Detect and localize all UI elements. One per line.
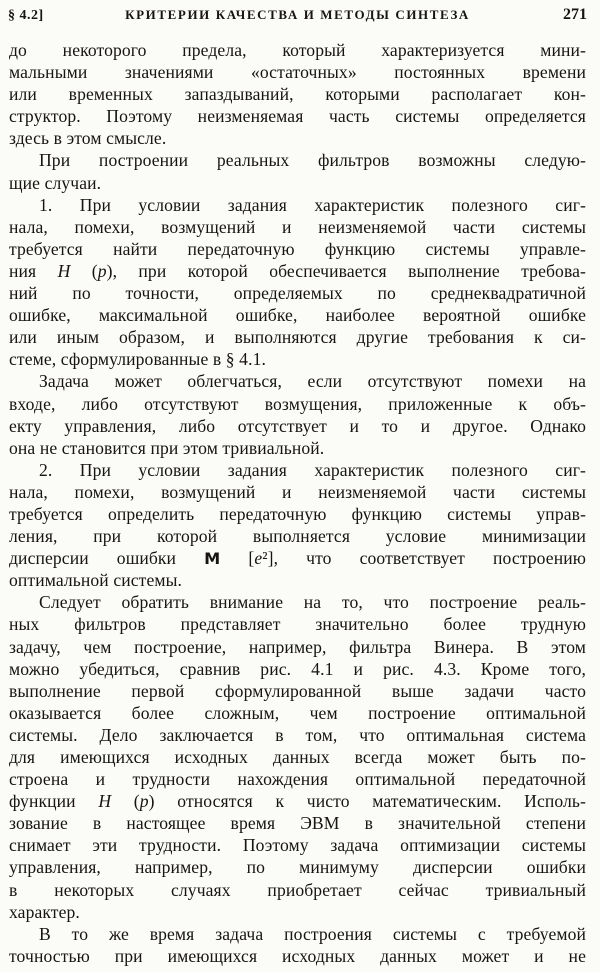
paragraph bbox=[9, 149, 586, 193]
text-line: снимает эти трудности. Поэтому задача оптимизации системы bbox=[9, 835, 586, 856]
text-line: структор. Поэтому неизменяемая часть системы определяется bbox=[9, 106, 586, 127]
text-line: В то же время задача построения системы с требуемой bbox=[39, 923, 586, 944]
text-line: для имеющихся исходных данных всегда может быть по- bbox=[9, 747, 586, 767]
text-line: стеме, сформулированные в § 4.1. bbox=[9, 349, 266, 370]
page-body bbox=[0, 39, 600, 967]
text-line: или временных запаздываний, которыми располагает кон- bbox=[9, 84, 586, 105]
running-head bbox=[0, 0, 600, 24]
text-line: задачу, чем построение, например, фильтра Винера. В этом bbox=[9, 636, 586, 657]
text-line: или иным образом, и выполняются другие требования к си- bbox=[9, 327, 586, 348]
text-line: нала, помехи, возмущений и неизменяемой части системы bbox=[9, 216, 586, 237]
text-line: 2. При условии задания характеристик полезного сиг- bbox=[39, 459, 586, 480]
paragraph bbox=[9, 194, 586, 371]
page-number: 271 bbox=[563, 6, 587, 23]
chapter-title: КРИТЕРИИ КАЧЕСТВА И МЕТОДЫ СИНТЕЗА bbox=[125, 7, 470, 22]
text-line: ных фильтров представляет значительно более трудную bbox=[9, 614, 586, 635]
text-line: нала, помехи, возмущений и неизменяемой части системы bbox=[9, 481, 586, 502]
paragraph bbox=[9, 39, 586, 149]
text-line: ошибке, максимальной ошибке, наиболее вероятной ошибке bbox=[9, 305, 586, 326]
text-line: точностью при имеющихся исходных данных может и не bbox=[9, 945, 586, 966]
text-line: При построении реальных фильтров возможны следую- bbox=[39, 150, 586, 171]
text-line: дисперсии ошибки M [e²], что соответствует построению bbox=[9, 548, 586, 569]
text-line: 1. При условии задания характеристик полезного сиг- bbox=[39, 194, 586, 215]
text-line: до некоторого предела, который характеризуется мини- bbox=[9, 40, 586, 60]
text-line: щие случаи. bbox=[9, 172, 102, 193]
text-line: функции H (p) относятся к чисто математическим. Исполь- bbox=[9, 791, 586, 812]
text-line: оказывается более сложным, чем построение оптимальной bbox=[9, 702, 586, 723]
text-line: в некоторых случаях приобретает сейчас тривиальный bbox=[9, 879, 586, 900]
text-line: екту управления, либо отсутствует и то и другое. Однако bbox=[9, 415, 586, 436]
text-line: Следует обратить внимание на то, что построение реаль- bbox=[39, 592, 586, 613]
text-line: она не становится при этом тривиальной. bbox=[9, 437, 325, 458]
text-line: зование в настоящее время ЭВМ в значительной степени bbox=[9, 813, 586, 834]
text-line: требуется найти передаточную функцию системы управле- bbox=[9, 238, 586, 259]
text-line: строена и трудности нахождения оптимальной передаточной bbox=[9, 769, 586, 790]
text-line: оптимальной системы. bbox=[9, 570, 183, 591]
text-line: ний по точности, определяемых по среднеквадратичной bbox=[9, 283, 586, 304]
text-line: ления, при которой выполняется условие минимизации bbox=[9, 526, 586, 547]
text-line: Задача может облегчаться, если отсутствуют помехи на bbox=[39, 371, 586, 392]
text-line: системы. Дело заключается в том, что оптимальная система bbox=[9, 724, 586, 745]
text-line: можно убедиться, сравнив рис. 4.1 и рис. 4.3. Кроме того, bbox=[9, 658, 586, 679]
text-line: управления, например, по минимуму дисперсии ошибки bbox=[9, 857, 586, 878]
paragraph bbox=[9, 370, 586, 458]
text-line: выполнение первой сформулированной выше задачи часто bbox=[9, 680, 586, 701]
paragraph bbox=[9, 591, 586, 922]
text-line: мальными значениями «остаточных» постоянных времени bbox=[9, 62, 586, 83]
text-line: ния H (p), при которой обеспечивается выполнение требова- bbox=[9, 260, 586, 281]
text-line: требуется определить передаточную функцию системы управ- bbox=[9, 503, 586, 524]
section-marker: § 4.2] bbox=[8, 8, 44, 23]
text-line: здесь в этом смысле. bbox=[9, 128, 167, 149]
text-line: входе, либо отсутствуют возмущения, приложенные к объ- bbox=[9, 393, 586, 414]
paragraph bbox=[9, 923, 586, 967]
paragraph bbox=[9, 459, 586, 592]
text-line: характер. bbox=[9, 901, 80, 922]
